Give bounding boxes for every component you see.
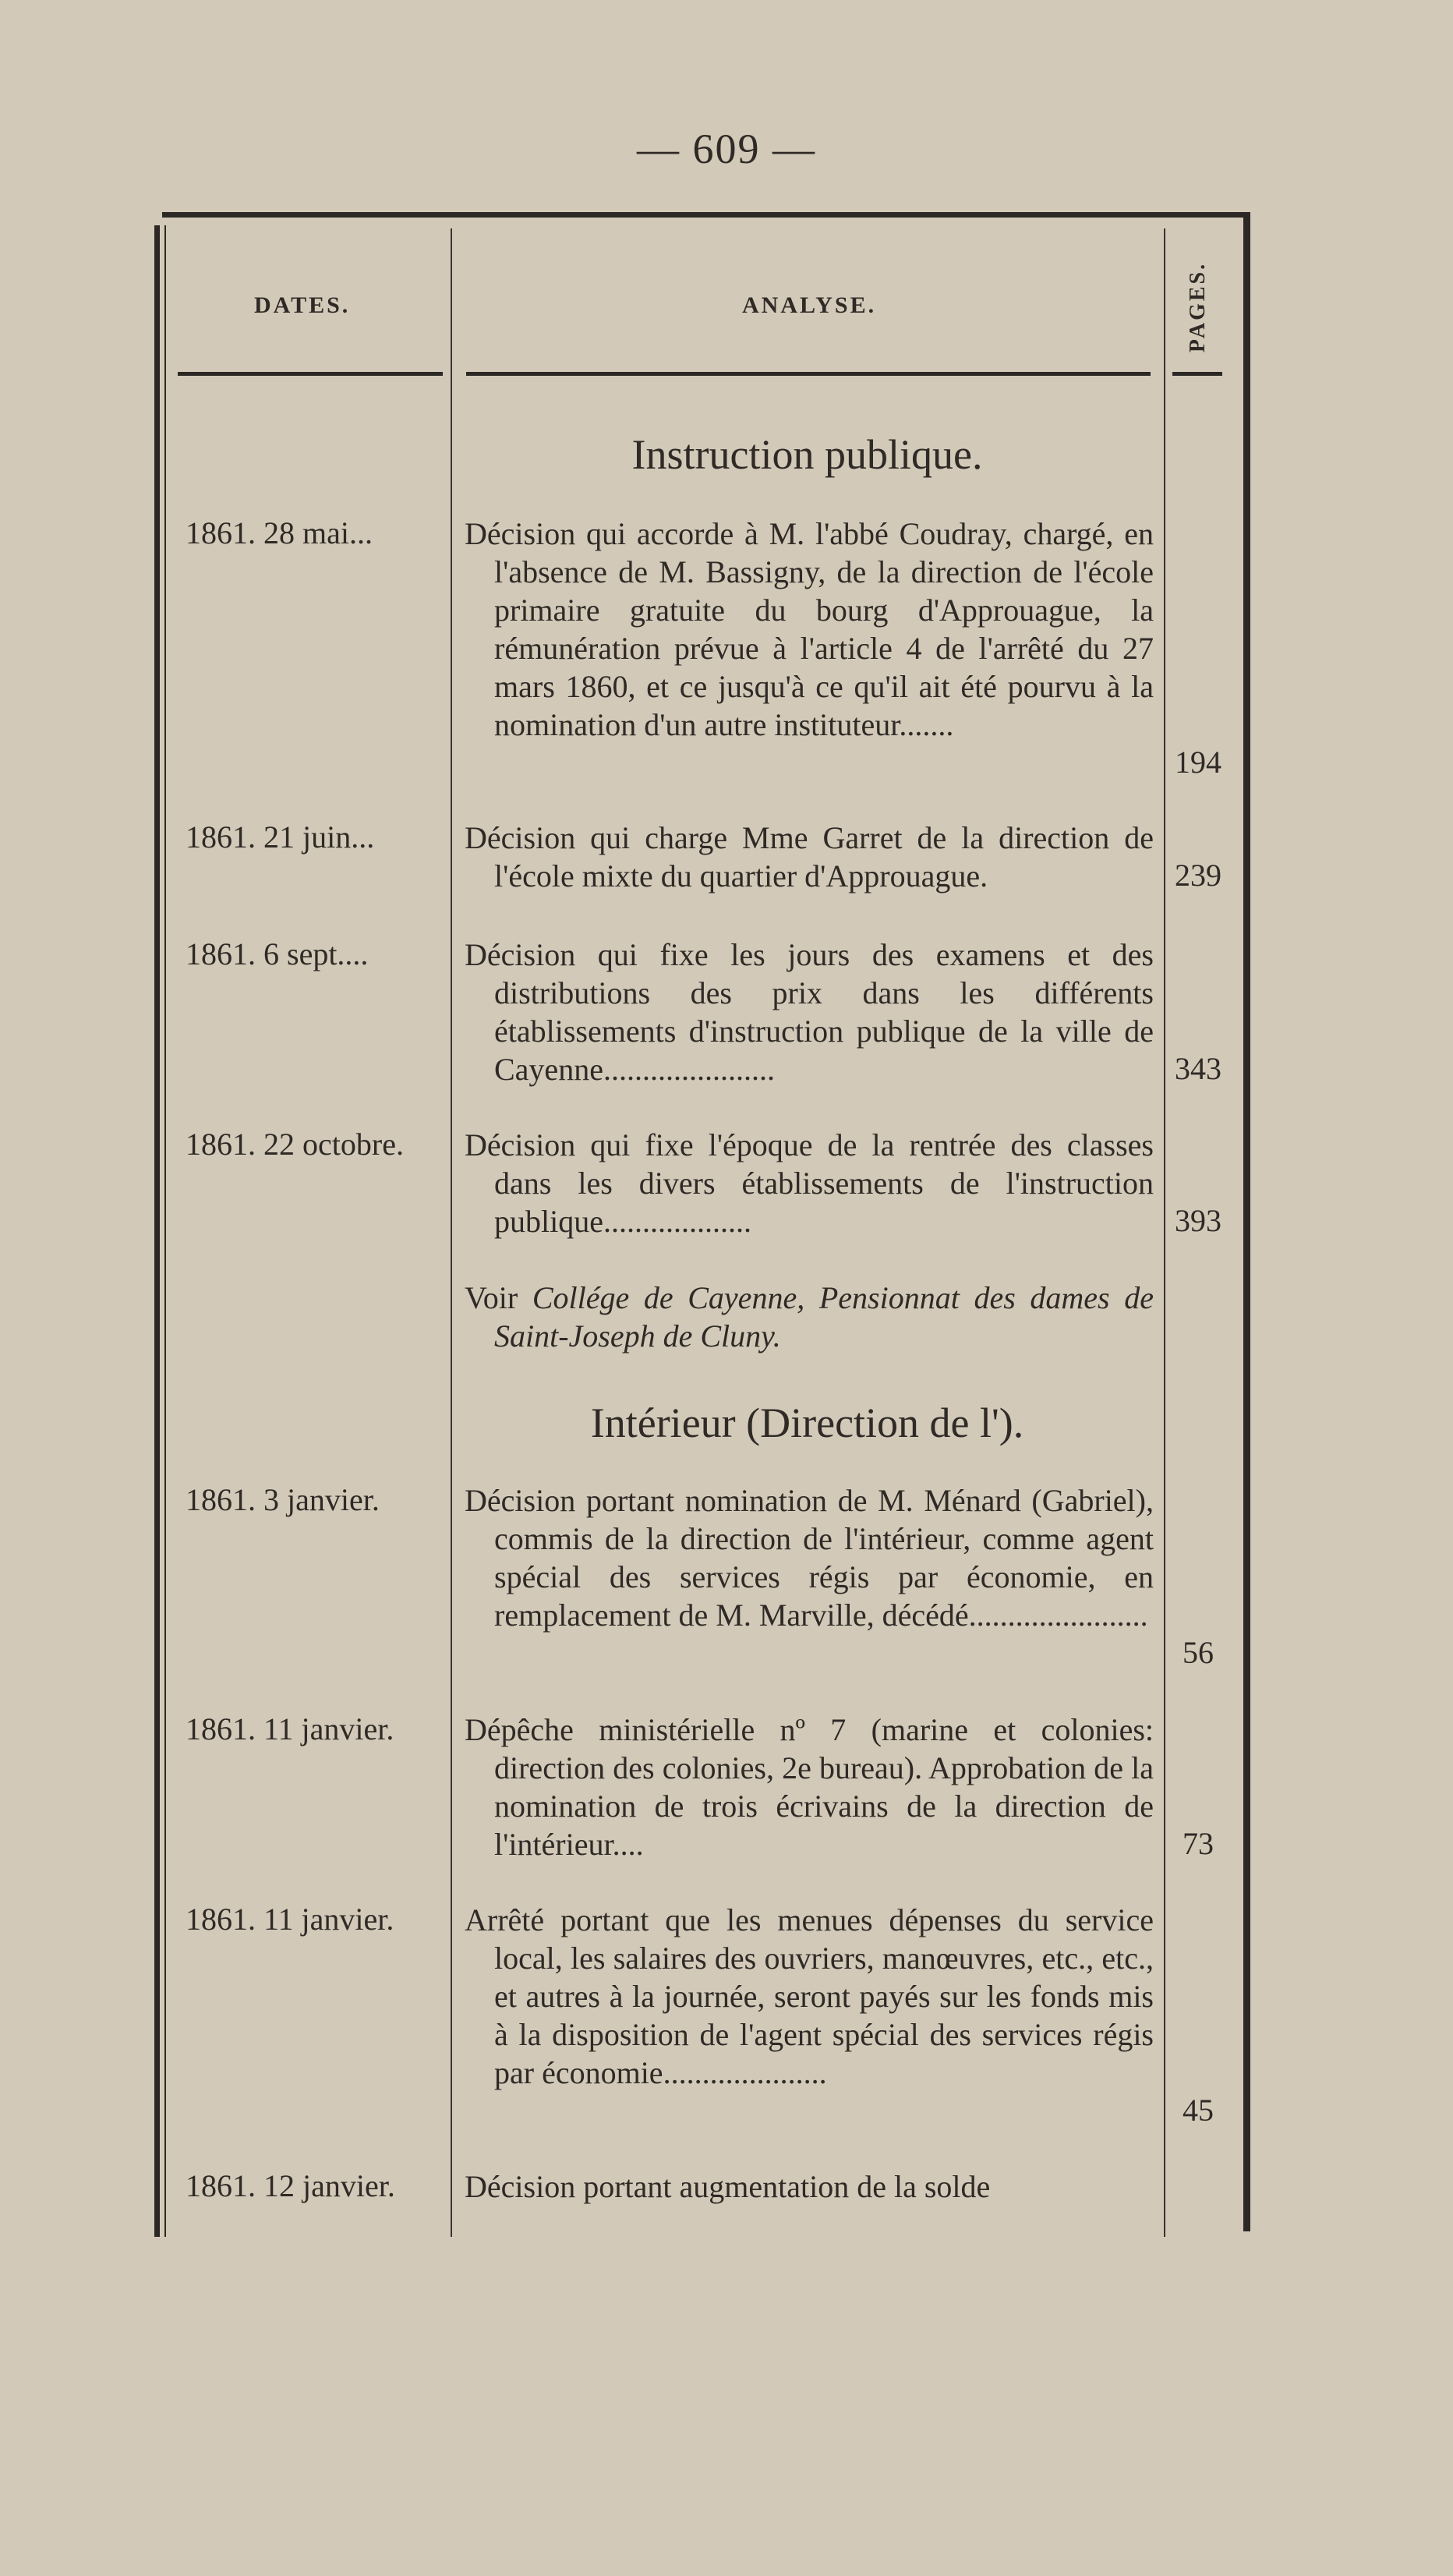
page-number: — 609 — <box>637 126 816 172</box>
entry-page: 73 <box>1183 1826 1214 1861</box>
entry-page: 45 <box>1183 2093 1214 2128</box>
header-pages-label: PAGES. <box>1186 261 1210 353</box>
entry-date: 1861. 3 janvier. <box>186 1482 380 1517</box>
entry-page: 393 <box>1175 1203 1221 1238</box>
header-dates: DATES. <box>254 292 351 318</box>
entry-analysis: Décision qui charge Mme Garret de la direction de l'école mixte du quartier d'Approuague. <box>465 820 1154 893</box>
header-analyse: ANALYSE. <box>742 292 877 318</box>
header-rule-analyse <box>466 372 1151 376</box>
entry-page: 239 <box>1175 858 1221 893</box>
entry-analysis: Décision qui fixe l'époque de la rentrée des classes dans les divers établissements de l'instruction publique................... <box>465 1127 1154 1239</box>
entry-date: 1861. 6 sept.... <box>186 936 369 971</box>
entry-analysis: Décision qui fixe les jours des examens et des distributions des prix dans les différents établissements d'instruction publique de la ville de Cayenne...................... <box>465 937 1154 1087</box>
entry-analysis: Décision portant augmentation de la solde <box>465 2169 991 2204</box>
entry-date: 1861. 12 janvier. <box>186 2168 395 2203</box>
entry-page: 56 <box>1183 1635 1214 1670</box>
entry-date: 1861. 28 mai... <box>186 515 373 550</box>
entry-analysis: Arrêté portant que les menues dépenses du service local, les salaires des ouvriers, manœuvres, etc., etc., et autres à la journée, seront payés sur les fonds mis à la disposition de l'agent spécial des services régis par économie..................... <box>465 1902 1154 2090</box>
entry-date: 1861. 11 janvier. <box>186 1711 394 1746</box>
entry-date: 1861. 22 octobre. <box>186 1127 404 1162</box>
entry-page: 194 <box>1175 745 1221 780</box>
see-also-references: Collége de Cayenne, Pensionnat des dames de Saint-Joseph de Cluny. <box>494 1280 1154 1353</box>
header-rule-pages <box>1172 372 1222 376</box>
section-title-instruction: Instruction publique. <box>631 431 983 478</box>
entry-date: 1861. 21 juin... <box>186 819 375 855</box>
header-rule-dates <box>178 372 443 376</box>
entry-page: 343 <box>1175 1051 1221 1086</box>
see-also-prefix: Voir <box>465 1280 518 1315</box>
entry-date: 1861. 11 janvier. <box>186 1902 394 1937</box>
column-divider-dates <box>451 228 452 2237</box>
entry-analysis: Décision qui accorde à M. l'abbé Coudray, chargé, en l'absence de M. Bassigny, de la direction de l'école primaire gratuite du bourg d'Approuague, la rémunération prévue à l'article 4 de l'arrêté du 27 mars 1860, et ce jusqu'à ce qu'il ait été pourvu à la nomination d'un autre instituteur....... <box>465 516 1154 742</box>
entry-analysis: Dépêche ministérielle nº 7 (marine et colonies: direction des colonies, 2e bureau). Approbation de la nomination de trois écrivains de la direction de l'intérieur.... <box>465 1712 1154 1862</box>
header-pages <box>1163 249 1233 366</box>
section-title-interieur: Intérieur (Direction de l'). <box>590 1399 1024 1446</box>
see-also-text <box>465 1279 1154 1355</box>
entry-analysis: Décision portant nomination de M. Ménard (Gabriel), commis de la direction de l'intérieur, comme agent spécial des services régis par économie, en remplacement de M. Marville, décédé....................... <box>465 1483 1154 1633</box>
